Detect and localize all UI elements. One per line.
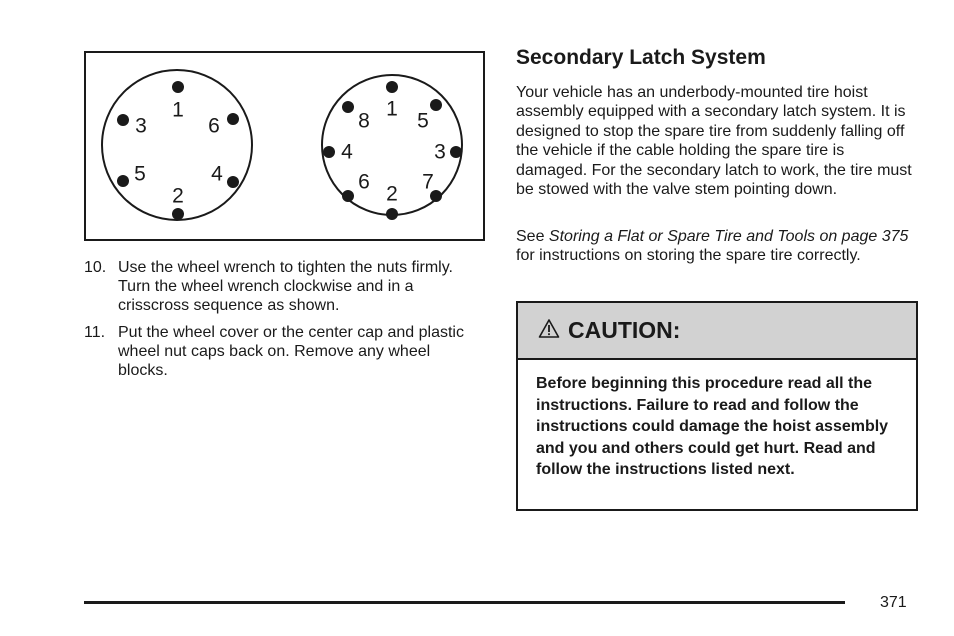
lug-sequence-number: 6 (358, 170, 370, 194)
wheel-left-lugs (117, 81, 239, 220)
list-item (84, 258, 484, 315)
lug-nut-dot (117, 114, 129, 126)
caution-header (518, 303, 916, 360)
caution-box (516, 301, 918, 511)
step-text: Put the wheel cover or the center cap and plastic wheel nut caps back on. Remove any wheel blocks. (118, 324, 464, 379)
lug-nut-dot (430, 99, 442, 111)
lug-nut-dot (450, 146, 462, 158)
lug-sequence-number: 2 (172, 184, 184, 208)
lug-sequence-number: 4 (341, 140, 353, 164)
wheel-right-lugs (323, 81, 462, 220)
caution-text: Before beginning this procedure read all the instructions. Failure to read and follow the instructions could damage the hoist assembly and you and others could get hurt. Read and follow the instructions listed next. (536, 375, 889, 478)
lug-sequence-number: 1 (386, 97, 398, 121)
section-paragraph: Your vehicle has an underbody-mounted tire hoist assembly equipped with a secondary latch system. It is designed to stop the spare tire from suddenly falling off the vehicle if the cable holding the spare tire is damaged. For the secondary latch to work, the tire must be stowed with the valve stem pointing down. (516, 84, 912, 199)
step-text: Use the wheel wrench to tighten the nuts firmly. Turn the wheel wrench clockwise and in a crisscross sequence as shown. (118, 259, 453, 314)
lug-sequence-number: 6 (208, 114, 220, 138)
lug-nut-dot (227, 176, 239, 188)
lug-nut-dot (227, 113, 239, 125)
lug-nut-dot (323, 146, 335, 158)
lug-nut-sequence-figure (84, 51, 485, 241)
lug-sequence-number: 1 (172, 98, 184, 122)
step-number: 10. (84, 259, 107, 276)
lug-nut-dot (117, 175, 129, 187)
section-title: Secondary Latch System (516, 46, 766, 69)
step-list (84, 258, 484, 388)
lug-sequence-number: 3 (135, 114, 147, 138)
para-suffix: for instructions on storing the spare tire correctly. (516, 247, 861, 265)
lug-sequence-number: 5 (417, 109, 429, 133)
lug-nut-dot (386, 81, 398, 93)
step-number: 11. (84, 324, 106, 341)
para-prefix: See (516, 228, 549, 245)
page-number: 371 (880, 594, 907, 611)
lug-sequence-number: 3 (434, 140, 446, 164)
cross-reference-link[interactable]: Storing a Flat or Spare Tire and Tools on page 375 (548, 228, 909, 245)
footer-rule (84, 601, 845, 604)
lug-sequence-number: 5 (134, 162, 146, 186)
lug-nut-dot (172, 208, 184, 220)
lug-nut-dot (386, 208, 398, 220)
lug-sequence-number: 8 (358, 109, 370, 133)
lug-sequence-number: 4 (211, 162, 223, 186)
warning-triangle-icon (538, 318, 560, 344)
list-item (84, 323, 484, 380)
cross-reference-paragraph (516, 227, 918, 266)
lug-nut-dot (342, 101, 354, 113)
lug-nut-diagram (86, 53, 483, 239)
lug-sequence-number: 2 (386, 182, 398, 206)
lug-nut-dot (172, 81, 184, 93)
caution-title: CAUTION: (568, 317, 681, 343)
lug-sequence-number: 7 (422, 170, 434, 194)
lug-nut-dot (342, 190, 354, 202)
